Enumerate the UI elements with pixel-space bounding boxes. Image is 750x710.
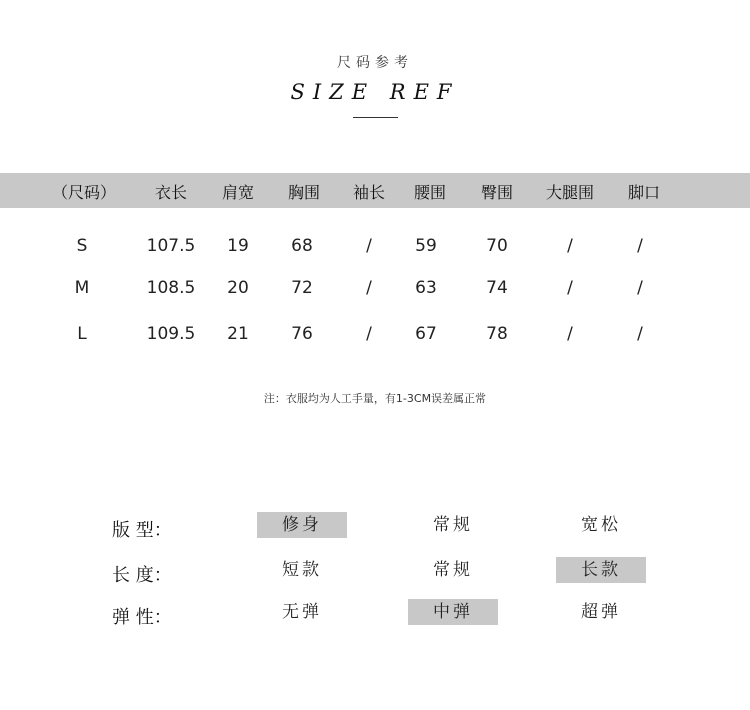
- title-underline: [353, 117, 398, 118]
- table-cell: /: [567, 278, 573, 298]
- column-header-hip: 臀围: [480, 183, 514, 202]
- table-cell: 109.5: [146, 324, 196, 344]
- column-header-chest: 胸围: [287, 183, 321, 202]
- table-cell: 63: [415, 278, 437, 298]
- table-cell: /: [366, 324, 372, 344]
- table-cell: 19: [227, 236, 249, 256]
- size-ref-subtitle: 尺码参考: [337, 55, 413, 71]
- table-cell: /: [637, 236, 643, 256]
- table-cell: 59: [415, 236, 437, 256]
- table-cell: /: [567, 236, 573, 256]
- column-header-length: 衣长: [154, 183, 188, 202]
- table-cell: 20: [227, 278, 249, 298]
- table-cell: 68: [291, 236, 313, 256]
- table-cell: 76: [291, 324, 313, 344]
- table-cell: S: [76, 236, 88, 256]
- table-cell: 67: [415, 324, 437, 344]
- length-option-long: 长款: [556, 557, 646, 583]
- table-cell: /: [366, 236, 372, 256]
- column-header-thigh: 大腿围: [545, 183, 595, 202]
- table-cell: 70: [486, 236, 508, 256]
- column-header-size: （尺码）: [51, 183, 117, 202]
- fit-option-loose: 宽松: [581, 515, 621, 535]
- table-cell: /: [637, 278, 643, 298]
- table-cell: 74: [486, 278, 508, 298]
- column-header-sleeve: 袖长: [352, 183, 386, 202]
- attribute-label-fit: 版 型：: [112, 520, 172, 541]
- attribute-label-stretch: 弹 性：: [112, 607, 172, 628]
- table-cell: 78: [486, 324, 508, 344]
- table-cell: /: [366, 278, 372, 298]
- fit-option-regular: 常规: [433, 515, 473, 535]
- fit-option-slim: 修身: [257, 512, 347, 538]
- column-header-hem: 脚口: [627, 183, 661, 202]
- table-cell: 107.5: [146, 236, 196, 256]
- stretch-option-medium: 中弹: [408, 599, 498, 625]
- column-header-waist: 腰围: [413, 183, 447, 202]
- length-option-regular: 常规: [433, 560, 473, 580]
- size-ref-title: SIZE REF: [290, 80, 460, 104]
- table-cell: M: [74, 278, 90, 298]
- table-cell: 108.5: [146, 278, 196, 298]
- length-option-short: 短款: [282, 560, 322, 580]
- table-cell: /: [567, 324, 573, 344]
- table-cell: /: [637, 324, 643, 344]
- attribute-label-length: 长 度：: [112, 565, 172, 586]
- stretch-option-none: 无弹: [282, 602, 322, 622]
- measurement-note: 注：衣服均为人工手量，有1-3CM误差属正常: [263, 392, 487, 405]
- table-cell: 72: [291, 278, 313, 298]
- stretch-option-high: 超弹: [581, 602, 621, 622]
- table-cell: L: [77, 324, 87, 344]
- table-cell: 21: [227, 324, 249, 344]
- column-header-shoulder: 肩宽: [221, 183, 255, 202]
